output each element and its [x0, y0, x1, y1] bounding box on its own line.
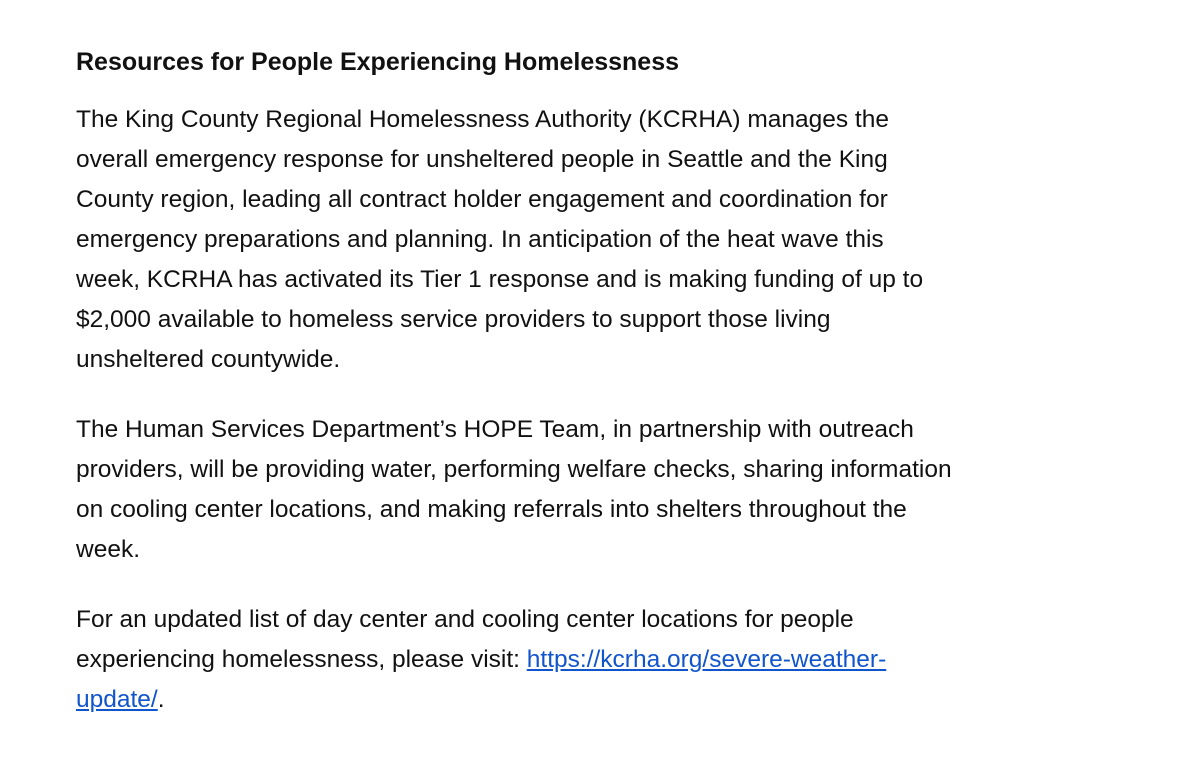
- paragraph-line: The Human Services Department’s HOPE Team, in partnership with outreach: [76, 416, 914, 443]
- paragraph-line: week, KCRHA has activated its Tier 1 response and is making funding of up to: [76, 266, 924, 293]
- paragraph-text: experiencing homelessness, please visit:: [76, 646, 527, 673]
- paragraph-line: week.: [76, 536, 141, 563]
- paragraph-line: For an updated list of day center and cooling center locations for people: [76, 606, 854, 633]
- paragraph-line: overall emergency response for unsheltered people in Seattle and the King: [76, 146, 888, 173]
- document: [76, 42, 1146, 750]
- paragraph-period: .: [157, 686, 165, 713]
- paragraph-line: $2,000 available to homeless service providers to support those living: [76, 306, 831, 333]
- paragraph-line: unsheltered countywide.: [76, 346, 341, 373]
- paragraph-locations: [76, 600, 1146, 720]
- paragraph-line: [76, 640, 1146, 680]
- paragraph-line: providers, will be providing water, performing welfare checks, sharing information: [76, 456, 952, 483]
- paragraph-line: emergency preparations and planning. In anticipation of the heat wave this: [76, 226, 884, 253]
- document-heading: Resources for People Experiencing Homelessness: [76, 48, 680, 76]
- paragraph-hope-team: [76, 410, 1146, 570]
- paragraph-line: on cooling center locations, and making referrals into shelters throughout the: [76, 496, 907, 523]
- paragraph-line: County region, leading all contract holder engagement and coordination for: [76, 186, 888, 213]
- severe-weather-link-part2[interactable]: update/: [76, 686, 158, 713]
- paragraph-line: [76, 680, 1146, 720]
- paragraph-kcrha: [76, 100, 1146, 380]
- paragraph-line: The King County Regional Homelessness Authority (KCRHA) manages the: [76, 106, 889, 133]
- severe-weather-link-part1[interactable]: https://kcrha.org/severe-weather-: [526, 646, 887, 673]
